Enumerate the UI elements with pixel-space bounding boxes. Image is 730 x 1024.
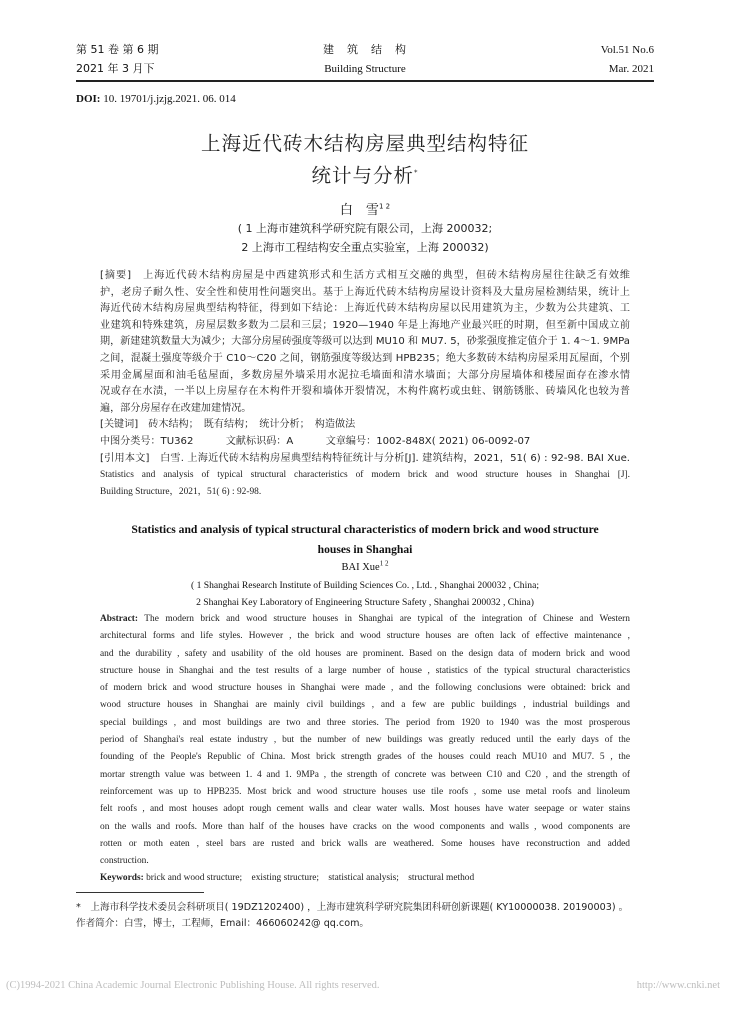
article-number: 文章编号：1002-848X( 2021) 06-0092-07 — [325, 435, 531, 447]
document-code: 文献标识码：A — [225, 435, 294, 447]
watermark-copyright: (C)1994-2021 China Academic Journal Electronic Publishing House. All rights reserved. — [6, 980, 380, 991]
header-rule — [76, 80, 654, 82]
footnote-rule — [76, 892, 204, 893]
abstract-en-line: Abstract: The modern brick and wood structure houses in Shanghai are typical of the integration of Chinese and Western — [100, 614, 630, 624]
abstract-en-line: of modern brick and wood structure houses in Shanghai were made , and the following conclusions were obtained: brick and — [100, 683, 630, 694]
abstract-en-line: construction. — [100, 856, 149, 867]
abstract-en-line: special buildings , and most buildings are two and three stories. The period from 1920 to 1940 was the most prosperous — [100, 717, 630, 728]
abstract-en-line: architectural forms and life styles. However , the brick and wood structure houses are often lack of effective maintenance , — [100, 631, 630, 642]
title-zh-line2-wrap — [0, 160, 730, 188]
abstract-zh-line: 海近代砖木结构房屋典型结构特征，得到如下结论：上海近代砖木结构房屋以民用建筑为主，少数为公共建筑、工 — [100, 303, 630, 315]
abstract-en-line: founding of the People's Republic of China. Most brick strength grades of the houses could reach MU10 and MU7. 5 , the — [100, 752, 630, 763]
author-en-sup: 1 2 — [379, 559, 389, 568]
author-zh-name: 白 雪 — [339, 203, 379, 218]
author-zh — [0, 199, 730, 218]
title-zh-mark: * — [414, 168, 419, 177]
abstract-en-line: rotten or moth eaten , steel bars are rusted and brick walls are weathered. Some houses have reconstruction and added — [100, 838, 630, 849]
title-en-line2: houses in Shanghai — [317, 543, 413, 556]
doi-label: DOI: — [76, 93, 101, 105]
keywords-en-label: Keywords: — [100, 873, 144, 884]
abstract-zh-line: 采用金属屋面和油毛毡屋面，多数房屋外墙采用水泥拉毛墙面和清水墙面；大部分房屋墙体和楼屋面存在渗水情 — [100, 369, 630, 381]
abstract-en-line: period of Shanghai's real estate industry , but the number of new buildings was greatly reduced until the early days of the — [100, 735, 630, 746]
keywords-en — [100, 870, 630, 887]
abstract-zh-line: 遍，部分房屋存在改建加建情况。 — [100, 402, 252, 414]
citation-line: Statistics and analysis of typical structural characteristics of modern brick and wood structure houses in Shanghai [J]. — [100, 470, 630, 481]
footnote-funding: * 上海市科学技术委员会科研项目( 19DZ1202400) ，上海市建筑科学研究院集团科研创新课题( KY10000038. 20190003) 。 — [76, 902, 629, 913]
classification-zh — [100, 434, 630, 451]
header-date-en: Mar. 2021 — [608, 63, 654, 75]
abstract-en-line: structure house in Shanghai and the test results of a large number of house , statistics of the typical structural characteristics — [100, 665, 630, 676]
title-en-line1: Statistics and analysis of typical structural characteristics of modern brick and wood structure — [131, 523, 599, 536]
affiliation-zh-1: ( 1 上海市建筑科学研究院有限公司，上海 200032; — [237, 222, 493, 235]
abstract-en-line: reinforcement was up to HPB235. Most brick and wood structure houses use tile roofs , some use metal roofs and linoleum — [100, 786, 630, 797]
abstract-zh-line: 之间，混凝土强度等级介于 C10～C20 之间，钢筋强度等级达到 HPB235；绝大多数砖木结构房屋采用瓦屋面，个别 — [100, 352, 630, 364]
header-journal-zh: 建 筑 结 构 — [323, 43, 407, 56]
abstract-en-label: Abstract: — [100, 614, 139, 624]
header-date-zh: 2021 年 3 月下 — [76, 62, 155, 75]
citation-line: Building Structure，2021，51( 6) : 92-98. — [100, 486, 262, 497]
header-journal-en: Building Structure — [324, 63, 406, 75]
doi-line — [76, 93, 236, 105]
title-en — [76, 520, 654, 560]
watermark-url: http://www.cnki.net — [636, 980, 720, 991]
affiliation-en-1: ( 1 Shanghai Research Institute of Building Sciences Co. , Ltd. , Shanghai 200032 , China; — [191, 580, 539, 591]
abstract-en — [100, 611, 630, 888]
author-en — [0, 559, 730, 573]
header-volume-zh: 第 51 卷 第 6 期 — [76, 43, 159, 56]
abstract-zh — [100, 268, 630, 500]
abstract-en-line: wood structure houses in Shanghai are mainly civil buildings , and a few are public buildings , industrial buildings and — [100, 700, 630, 711]
affiliation-en-2: 2 Shanghai Key Laboratory of Engineering Structure Safety , Shanghai 200032 , China) — [196, 597, 534, 608]
keywords-en-value: brick and wood structure; existing structure; statistical analysis; structural method — [146, 873, 475, 884]
title-zh-line2: 统计与分析 — [311, 164, 414, 187]
doi-value: 10. 19701/j.jzjg.2021. 06. 014 — [103, 93, 236, 105]
author-en-name: BAI Xue — [341, 562, 380, 573]
header-volume-en: Vol.51 No.6 — [600, 44, 654, 56]
abstract-zh-line: 护，老房子耐久性、安全性和使用性问题突出。基于上海近代砖木结构房屋设计资料及大量房屋检测结果，统计上 — [100, 286, 630, 298]
abstract-zh-line: 业建筑和特殊建筑，房屋层数多数为二层和三层；1920—1940 年是上海地产业最兴旺的时期，但至新中国成立前 — [100, 319, 630, 331]
citation-line: [引用本文] 白雪. 上海近代砖木结构房屋典型结构特征统计与分析[J]. 建筑结构，2021，51( 6) : 92-98. BAI Xue. — [100, 452, 630, 464]
abstract-zh-line: 况或存在水渍，一半以上房屋存在木构件开裂和墙体开裂情况，木构件腐朽或虫蛀、钢筋锈胀、砖墙风化也较为普 — [100, 386, 630, 398]
abstract-en-line: and the durability , safety and usability of the old houses are prominent. Based on the design data of modern brick and wood — [100, 648, 630, 659]
abstract-en-line: on the walls and roofs. More than half of the houses have cracks on the wood components and walls , wood components are — [100, 821, 630, 832]
keywords-zh: [关键词] 砖木结构； 既有结构； 统计分析； 构造做法 — [100, 419, 356, 431]
footnote-author: 作者简介：白雪，博士，工程师，Email：466060242@ qq.com。 — [76, 918, 370, 929]
clc-number: 中图分类号：TU362 — [100, 435, 194, 447]
abstract-zh-line: 期，新建建筑数量大为减少；大部分房屋砖强度等级可以达到 MU10 和 MU7. 5，砂浆强度推定值介于 1. 4～1. 9MPa — [100, 336, 630, 348]
abstract-en-line: mortar strength value was between 1. 4 and 1. 9MPa , the strength of concrete was between C10 and C20 , and the strength of — [100, 769, 630, 780]
author-zh-sup: 1 2 — [378, 202, 391, 211]
affiliation-zh-2: 2 上海市工程结构安全重点实验室，上海 200032) — [241, 241, 489, 254]
abstract-en-line: felt roofs , and most houses adopt rough cement walls and clear water walls. Most houses have water seepage or water stains — [100, 804, 630, 815]
title-zh-line1: 上海近代砖木结构房屋典型结构特征 — [200, 132, 529, 155]
abstract-zh-line: [摘要] 上海近代砖木结构房屋是中西建筑形式和生活方式相互交融的典型，但砖木结构房屋往往缺乏有效维 — [100, 270, 630, 281]
